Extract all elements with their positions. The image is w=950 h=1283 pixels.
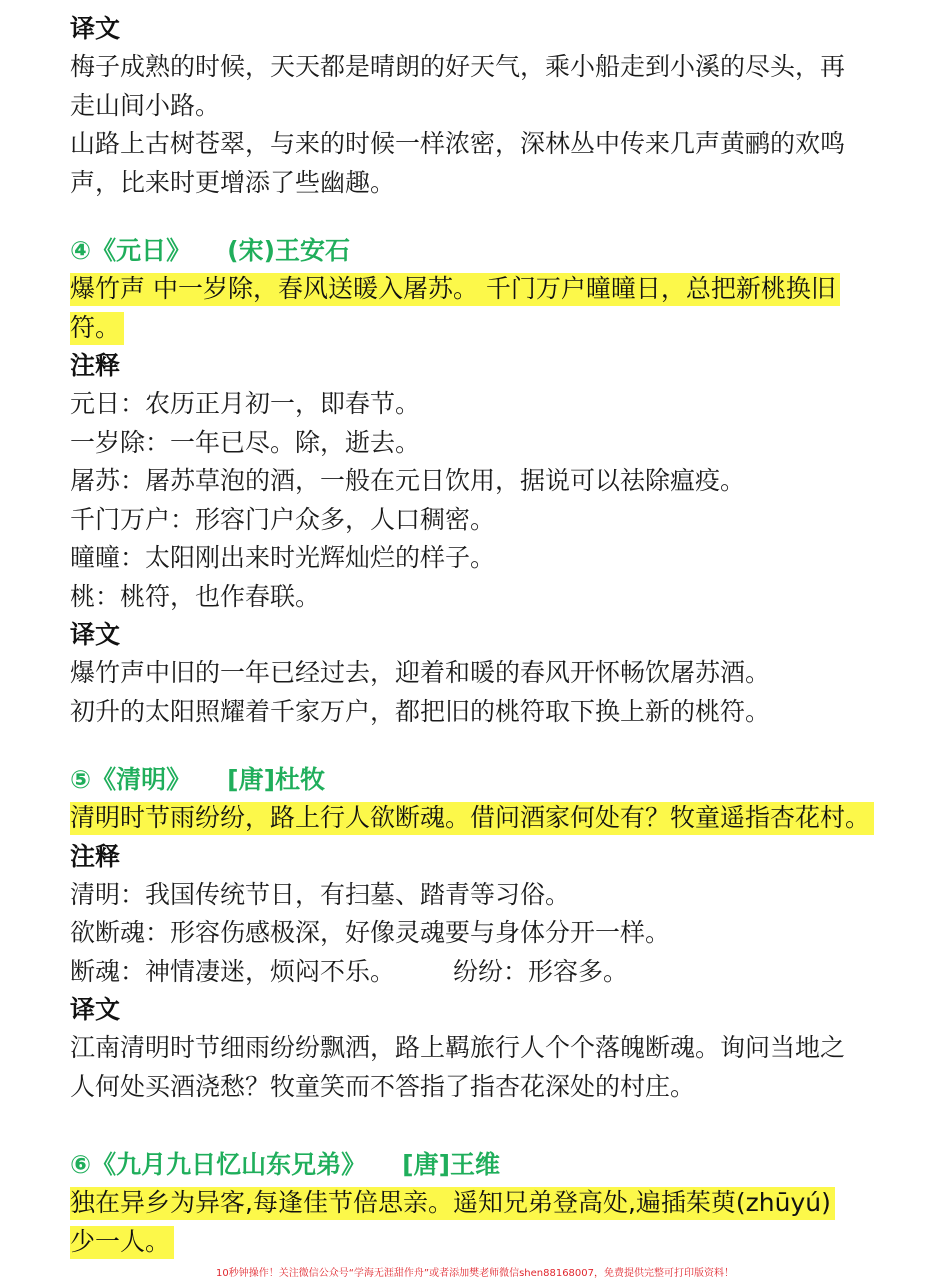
note-item: 曈曈：太阳刚出来时光辉灿烂的样子。 (70, 543, 496, 572)
translation-heading: 译文 (70, 995, 121, 1024)
poem-text-line (70, 1223, 900, 1262)
poem-title-text: ④《元日》 (70, 236, 192, 265)
note-item: 清明：我国传统节日，有扫墓、踏青等习俗。 (70, 879, 571, 909)
poem-text-line (70, 270, 900, 309)
translation-line: 江南清明时节细雨纷纷飘洒，路上羁旅行人个个落魄断魂。询问当地之 (70, 1033, 846, 1062)
translation-line: 走山间小路。 (70, 90, 221, 120)
document-page (70, 10, 900, 1261)
poem-text-line (70, 1184, 900, 1223)
translation-line: 人何处买酒浇愁？牧童笑而不答指了指杏花深处的村庄。 (70, 1071, 696, 1101)
poem-title-text: ⑤《清明》 (70, 765, 192, 794)
poem-author: [唐]杜牧 (227, 765, 326, 794)
poem-author: (宋)王安石 (227, 236, 351, 265)
translation-heading: 译文 (70, 14, 121, 43)
note-item: 元日：农历正月初一，即春节。 (70, 389, 421, 418)
poem-author: [唐]王维 (402, 1150, 501, 1179)
poem-highlight: 清明时节雨纷纷，路上行人欲断魂。借问酒家何处有？牧童遥指杏花村。 (70, 802, 874, 835)
poem-text-line (70, 799, 900, 838)
poem-title-text: ⑥《九月九日忆山东兄弟》 (70, 1150, 367, 1179)
note-item-pair (70, 953, 900, 992)
notes-heading: 注释 (70, 841, 121, 871)
poem-highlight: 符。 (70, 312, 124, 345)
translation-heading: 译文 (70, 620, 121, 649)
poem-text-line (70, 309, 900, 348)
note-item: 一岁除：一年已尽。除，逝去。 (70, 427, 421, 457)
note-item: 欲断魂：形容伤感极深，好像灵魂要与身体分开一样。 (70, 918, 671, 947)
note-item: 屠苏：屠苏草泡的酒，一般在元日饮用，据说可以祛除瘟疫。 (70, 466, 746, 495)
translation-line: 梅子成熟的时候，天天都是晴朗的好天气，乘小船走到小溪的尽头，再 (70, 52, 846, 81)
note-item: 桃：桃符，也作春联。 (70, 581, 321, 611)
poem-title-jiuyue (70, 1146, 900, 1184)
translation-line: 爆竹声中旧的一年已经过去，迎着和暖的春风开怀畅饮屠苏酒。 (70, 658, 771, 687)
poem-highlight: 少一人。 (70, 1226, 174, 1259)
poem-highlight: 独在异乡为异客,每逢佳节倍思亲。遥知兄弟登高处,遍插茱萸(zhūyú) (70, 1187, 835, 1220)
translation-line: 声，比来时更增添了些幽趣。 (70, 167, 396, 197)
note-item: 断魂：神情凄迷，烦闷不乐。 (70, 956, 396, 986)
translation-line: 初升的太阳照耀着千家万户，都把旧的桃符取下换上新的桃符。 (70, 696, 771, 726)
notes-heading: 注释 (70, 351, 121, 380)
note-item: 纷纷：形容多。 (453, 956, 629, 986)
poem-highlight: 爆竹声 中一岁除，春风送暖入屠苏。 千门万户曈曈日，总把新桃换旧 (70, 273, 840, 306)
translation-line: 山路上古树苍翠，与来的时候一样浓密，深林丛中传来几声黄鹂的欢鸣 (70, 129, 846, 158)
note-item: 千门万户：形容门户众多，人口稠密。 (70, 504, 496, 534)
poem-title-yuanri (70, 232, 900, 270)
footer-notice: 10秒钟操作！关注微信公众号“学海无涯甜作舟”或者添加樊老师微信shen88168007，免费提供完整可打印版资料！ (215, 1268, 735, 1279)
poem-title-qingming (70, 761, 900, 799)
